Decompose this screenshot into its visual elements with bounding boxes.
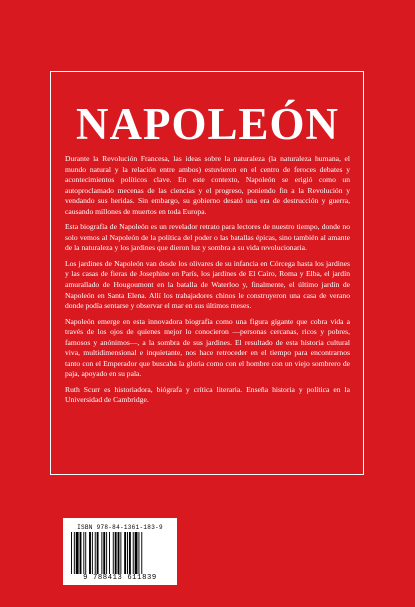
barcode-bar [113, 532, 114, 574]
barcode-bar [106, 532, 107, 574]
barcode-panel [63, 518, 177, 585]
barcode-bar [127, 532, 128, 574]
barcode-bar [71, 532, 72, 574]
book-title: NAPOLEÓN [75, 99, 339, 149]
barcode-bar [129, 532, 131, 574]
barcode-bar [120, 532, 121, 574]
barcode-bar [89, 532, 91, 574]
barcode-bar [76, 532, 79, 574]
synopsis-paragraph-2: Esta biografía de Napoleón es un revelador retrato para lectores de nuestro tiempo, donde no solo vemos al Napoleón de la política del poder o las batallas épicas, sino también al amante de la naturaleza y los jardines que dieron luz y sombra a su vida revolucionaria. [65, 222, 350, 253]
author-bio: Ruth Scurr es historiadora, biógrafa y crítica literaria. Enseña historia y política en la Universidad de Cambridge. [65, 384, 350, 405]
barcode-bar [141, 532, 142, 574]
isbn-label: ISBN 978-84-1361-183-9 [77, 524, 163, 531]
barcode-bar [138, 532, 139, 574]
barcode-bar [83, 532, 84, 574]
barcode-bar [133, 532, 134, 574]
synopsis-paragraph-1: Durante la Revolución Francesa, las ideas sobre la naturaleza (la naturaleza humana, el mundo natural y la relación entre ambos) estuvieron en el centro de feroces debates y acontecimientos políticos clave. En este contexto, Napoleón se erigió como un autoproclamado mecenas de las ciencias y el progreso, poniendo fin a la Revolución y vendando sus heridas. Sin embargo, su gobierno desató una era de destrucción y guerra, causando millones de muertos en toda Europa. [65, 154, 350, 216]
barcode-bar [97, 532, 99, 574]
barcode-bar [103, 532, 105, 574]
synopsis-paragraph-4: Napoleón emerge en esta innovadora biografía como una figura gigante que cobra vida a través de los ojos de quienes mejor lo conocieron —personas cercanas, ricos y pobres, famosos y anónimos—, a la sombra de sus jardines. El resultado de esta historia cultural viva, multidimensional e inquietante, nos hace retroceder en el tiempo para encontrarnos tanto con el Emperador que buscaba la gloria como con el hombre con un viejo sombrero de paja, apoyado en su pala. [65, 316, 350, 379]
barcode-bar [101, 532, 102, 574]
barcode-bar [135, 532, 138, 574]
barcode-bar [118, 532, 120, 574]
barcode-bar [92, 532, 93, 574]
barcode-bar [95, 532, 96, 574]
synopsis-paragraph-3: Los jardines de Napoleón van desde los olivares de su infancia en Córcega hasta los jardines y las casas de fieras de Josephine en París, los jardines de El Cairo, Roma y Elba, el jardín amurallado de Hougoumont en la batalla de Waterloo y, finalmente, el último jardín de Napoleón en Santa Elena. Allí los trabajadores chinos le construyeron una casa de verano donde podía sentarse y observar el mar en sus últimos meses. [65, 258, 350, 311]
barcode-number: 9 788413 611839 [83, 574, 157, 582]
barcode-bar [109, 532, 110, 574]
synopsis [65, 154, 350, 411]
barcode-bar [85, 532, 86, 574]
barcode-bar [115, 532, 117, 574]
barcode-bar [80, 532, 82, 574]
barcode-bars [71, 532, 169, 574]
barcode-bar [124, 532, 126, 574]
barcode-bar [74, 532, 75, 574]
